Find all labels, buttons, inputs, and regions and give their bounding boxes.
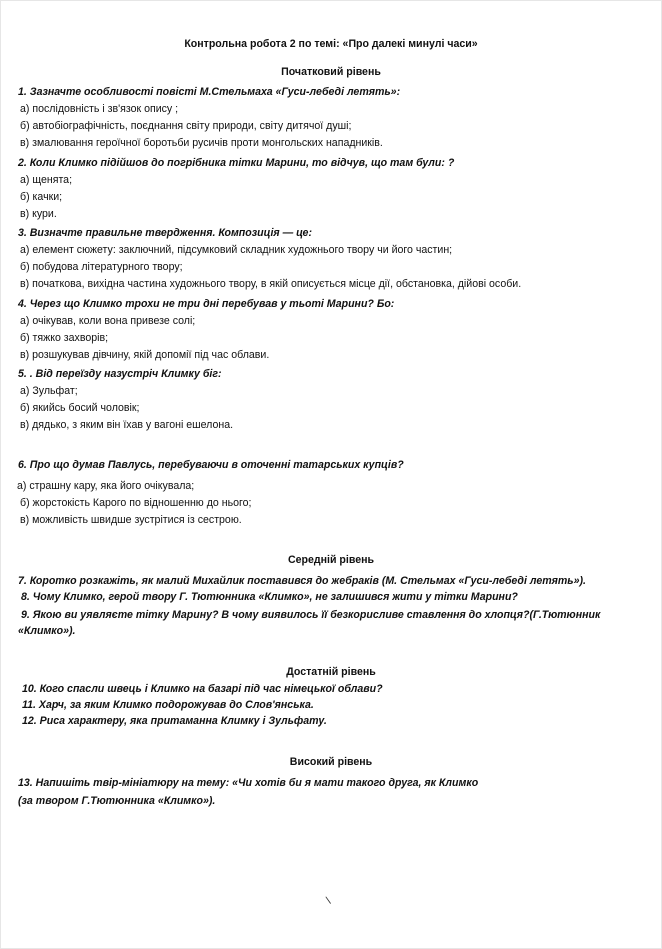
question-10: 10. Кого спасли швець і Климко на базарі під час німецької облави? bbox=[22, 683, 383, 695]
question-1-option-b: б) автобіографічність, поєднання світу природи, світу дитячої душі; bbox=[20, 120, 352, 132]
question-4-option-b: б) тяжко захворів; bbox=[20, 332, 109, 344]
question-2-option-c: в) кури. bbox=[20, 208, 57, 220]
question-5-option-b: б) якийсь босий чоловік; bbox=[20, 402, 140, 414]
question-1-option-a: а) послідовність і зв'язок опису ; bbox=[20, 103, 179, 115]
stray-mark: \ bbox=[325, 894, 333, 908]
question-4-option-a: а) очікував, коли вона привезе солі; bbox=[20, 315, 196, 327]
question-4-option-c: в) розшукував дівчину, якій допомії під час облави. bbox=[20, 349, 270, 361]
question-3-option-b: б) побудова літературного твору; bbox=[20, 261, 183, 273]
section-heading-initial: Початковий рівень bbox=[281, 66, 381, 78]
question-2: 2. Коли Климко підійшов до погрібника тітки Марини, то відчув, що там були: ? bbox=[18, 157, 455, 169]
question-9: 9. Якою ви уявляєте тітку Марину? В чому виявилось її безкорисливе ставлення до хлопця?(Г.Тютюнник «Климко»). bbox=[18, 609, 601, 637]
section-heading-high: Високий рівень bbox=[289, 756, 373, 768]
question-5-option-c: в) дядько, з яким він їхав у вагоні ешелона. bbox=[20, 419, 234, 431]
question-13-line-1: 13. Напишіть твір-мініатюру на тему: «Чи хотів би я мати такого друга, як Климко bbox=[18, 777, 479, 789]
question-3-option-a: а) елемент сюжету: заключний, підсумковий складник художнього твору чи його частин; bbox=[20, 244, 453, 256]
question-3-option-c: в) початкова, вихідна частина художнього твору, в якій описується місце дії, обстановка, дійові особи. bbox=[20, 278, 522, 290]
question-13-line-2: (за твором Г.Тютюнника «Климко»). bbox=[18, 795, 216, 807]
question-7: 7. Коротко розкажіть, як малий Михайлик поставився до жебраків (М. Стельмах «Гуси-лебеді летять»). bbox=[18, 575, 586, 587]
question-6-option-c: в) можливість швидше зустрітися із сестрою. bbox=[20, 514, 242, 526]
question-6-option-a: а) страшну кару, яка його очікувала; bbox=[17, 480, 195, 492]
question-6-option-b: б) жорстокість Карого по відношенню до нього; bbox=[20, 497, 252, 509]
question-1: 1. Зазначте особливості повісті М.Стельмаха «Гуси-лебеді летять»: bbox=[18, 86, 401, 98]
document-title: Контрольна робота 2 по темі: «Про далекі минулі часи» bbox=[184, 38, 478, 50]
question-5-option-a: а) Зульфат; bbox=[20, 385, 78, 397]
question-6: 6. Про що думав Павлусь, перебуваючи в оточенні татарських купців? bbox=[18, 459, 404, 471]
question-8: 8. Чому Климко, герой твору Г. Тютюнника «Климко», не залишився жити у тітки Марини? bbox=[21, 591, 518, 603]
question-4: 4. Через що Климко трохи не три дні перебував у тьоті Марини? Бо: bbox=[18, 298, 395, 310]
section-heading-medium: Середній рівень bbox=[287, 554, 375, 566]
section-heading-sufficient: Достатній рівень bbox=[286, 666, 376, 678]
question-1-option-c: в) змалювання героїчної боротьби русичів проти монгольских нападників. bbox=[20, 137, 383, 149]
question-3: 3. Визначте правильне твердження. Композиція — це: bbox=[18, 227, 312, 239]
question-12: 12. Риса характеру, яка притаманна Климку і Зульфату. bbox=[22, 715, 327, 727]
question-11: 11. Харч, за яким Климко подорожував до Слов'янська. bbox=[22, 699, 314, 711]
question-2-option-a: а) щенята; bbox=[20, 174, 73, 186]
question-5: 5. . Від переїзду назустріч Климку біг: bbox=[18, 368, 222, 380]
question-2-option-b: б) качки; bbox=[20, 191, 63, 203]
